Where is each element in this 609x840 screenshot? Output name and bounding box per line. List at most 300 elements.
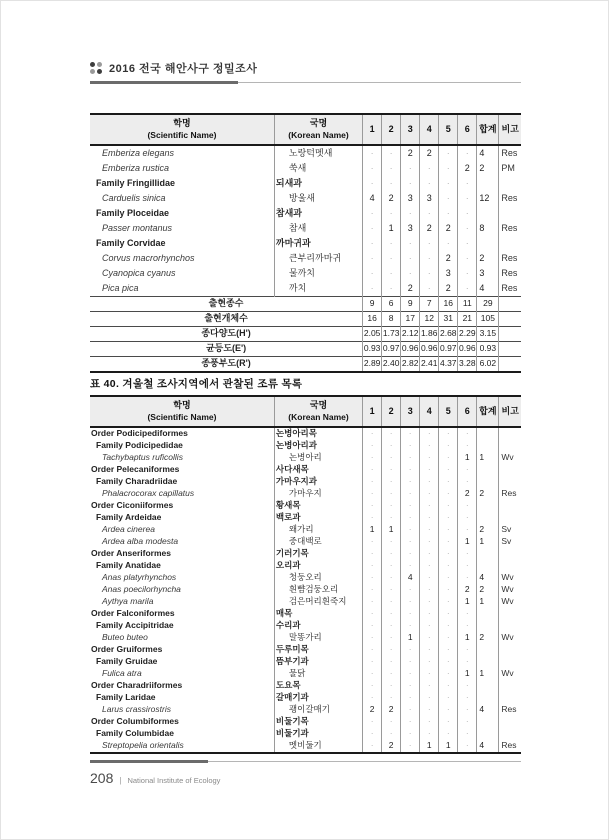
note-cell — [499, 311, 521, 326]
summary-value-cell-6: 11 — [458, 296, 477, 311]
site-3-count-cell: · — [401, 440, 420, 452]
site-2-count-cell: · — [382, 500, 401, 512]
site-6-count-cell: · — [458, 440, 477, 452]
site-6-count-cell: · — [458, 692, 477, 704]
note-cell — [499, 440, 521, 452]
site-1-count-cell: · — [363, 560, 382, 572]
site-5-count-cell: · — [439, 668, 458, 680]
summary-value-cell-1: 0.93 — [363, 341, 382, 356]
total-count-cell — [477, 680, 499, 692]
site-3-count-cell: · — [401, 644, 420, 656]
site-6-count-cell: · — [458, 656, 477, 668]
site-5-count-cell: · — [439, 656, 458, 668]
site-5-count-cell: 2 — [439, 281, 458, 297]
site-2-count-cell: · — [382, 572, 401, 584]
scientific-name-cell: Larus crassirostris — [102, 704, 171, 715]
site-4-count-cell: · — [420, 608, 439, 620]
note-cell — [499, 176, 521, 191]
column-header-site-6: 6 — [458, 114, 477, 145]
total-count-cell: 4 — [477, 740, 499, 753]
total-count-cell: 2 — [477, 632, 499, 644]
site-3-count-cell: 3 — [401, 221, 420, 236]
site-2-count-cell: · — [382, 476, 401, 488]
site-4-count-cell: · — [420, 512, 439, 524]
site-1-count-cell: · — [363, 176, 382, 191]
summary-value-cell-7: 29 — [477, 296, 499, 311]
scientific-name-cell: Family Laridae — [96, 692, 156, 703]
summary-value-cell-1: 9 — [363, 296, 382, 311]
site-5-count-cell: · — [439, 176, 458, 191]
site-1-count-cell: · — [363, 548, 382, 560]
site-1-count-cell: · — [363, 644, 382, 656]
site-4-count-cell: 2 — [420, 221, 439, 236]
bird-table-continued — [90, 113, 521, 373]
scientific-name-cell: Tachybaptus ruficollis — [102, 452, 183, 463]
site-4-count-cell: 3 — [420, 191, 439, 206]
korean-name-cell: 참새 — [274, 221, 362, 236]
species-row — [90, 704, 521, 716]
site-1-count-cell: · — [363, 620, 382, 632]
total-count-cell — [477, 608, 499, 620]
summary-label-cell: 종다양도(H') — [90, 326, 363, 341]
total-count-cell: 4 — [477, 572, 499, 584]
summary-value-cell-5: 2.68 — [439, 326, 458, 341]
site-6-count-cell: 1 — [458, 596, 477, 608]
site-2-count-cell: · — [382, 464, 401, 476]
site-6-count-cell: 1 — [458, 452, 477, 464]
site-3-count-cell: · — [401, 536, 420, 548]
species-row — [90, 668, 521, 680]
total-count-cell — [477, 464, 499, 476]
total-count-cell — [477, 644, 499, 656]
korean-name-cell: 기러기목 — [274, 548, 362, 560]
korean-name-cell: 중대백로 — [274, 536, 362, 548]
site-6-count-cell: 1 — [458, 536, 477, 548]
site-4-count-cell: · — [420, 236, 439, 251]
scientific-name-cell: Order Anseriformes — [91, 548, 171, 559]
species-row — [90, 191, 521, 206]
site-3-count-cell: 1 — [401, 632, 420, 644]
site-3-count-cell: · — [401, 500, 420, 512]
summary-value-cell-7: 3.15 — [477, 326, 499, 341]
scientific-name-cell: Carduelis sinica — [102, 192, 166, 203]
summary-value-cell-7: 105 — [477, 311, 499, 326]
species-row — [90, 584, 521, 596]
site-4-count-cell: · — [420, 281, 439, 297]
species-row — [90, 632, 521, 644]
note-cell: Res — [499, 266, 521, 281]
summary-value-cell-1: 2.05 — [363, 326, 382, 341]
site-4-count-cell: · — [420, 668, 439, 680]
note-cell — [499, 560, 521, 572]
site-6-count-cell: · — [458, 221, 477, 236]
note-cell: Res — [499, 191, 521, 206]
korean-name-cell: 매목 — [274, 608, 362, 620]
summary-value-cell-5: 4.37 — [439, 356, 458, 372]
site-4-count-cell: 1 — [420, 740, 439, 753]
note-cell — [499, 692, 521, 704]
order-row — [90, 427, 521, 440]
site-3-count-cell: · — [401, 620, 420, 632]
site-6-count-cell: · — [458, 560, 477, 572]
site-3-count-cell: · — [401, 716, 420, 728]
column-header-site-1: 1 — [363, 114, 382, 145]
site-1-count-cell: · — [363, 266, 382, 281]
scientific-name-cell: Fulica atra — [102, 668, 142, 679]
scientific-name-cell: Family Charadriidae — [96, 476, 178, 487]
total-count-cell — [477, 560, 499, 572]
summary-value-cell-4: 2.41 — [420, 356, 439, 372]
site-5-count-cell: · — [439, 728, 458, 740]
summary-value-cell-6: 21 — [458, 311, 477, 326]
site-5-count-cell: · — [439, 692, 458, 704]
column-header-site-2: 2 — [382, 396, 401, 427]
korean-name-cell: 쑥새 — [274, 161, 362, 176]
site-1-count-cell: · — [363, 500, 382, 512]
site-6-count-cell: · — [458, 427, 477, 440]
site-5-count-cell: · — [439, 206, 458, 221]
summary-value-cell-4: 7 — [420, 296, 439, 311]
site-4-count-cell: · — [420, 440, 439, 452]
species-row — [90, 281, 521, 297]
korean-name-cell: 두루미목 — [274, 644, 362, 656]
site-6-count-cell: · — [458, 680, 477, 692]
korean-name-cell: 말똥가리 — [274, 632, 362, 644]
site-5-count-cell: · — [439, 464, 458, 476]
site-5-count-cell: · — [439, 500, 458, 512]
note-cell — [499, 644, 521, 656]
site-4-count-cell: · — [420, 427, 439, 440]
note-cell: Wv — [499, 596, 521, 608]
species-row — [90, 145, 521, 161]
summary-value-cell-3: 17 — [401, 311, 420, 326]
scientific-name-cell: Aythya marila — [102, 596, 154, 607]
site-1-count-cell: 1 — [363, 524, 382, 536]
column-header-site-3: 3 — [401, 114, 420, 145]
site-2-count-cell: · — [382, 632, 401, 644]
site-2-count-cell: · — [382, 728, 401, 740]
order-row — [90, 644, 521, 656]
site-6-count-cell: · — [458, 572, 477, 584]
site-6-count-cell: · — [458, 620, 477, 632]
site-5-count-cell: · — [439, 488, 458, 500]
korean-name-cell: 왜가리 — [274, 524, 362, 536]
total-count-cell: 1 — [477, 452, 499, 464]
family-row — [90, 620, 521, 632]
site-6-count-cell: · — [458, 176, 477, 191]
note-cell — [499, 464, 521, 476]
note-cell: Wv — [499, 452, 521, 464]
site-2-count-cell: · — [382, 440, 401, 452]
summary-label-cell: 출현개체수 — [90, 311, 363, 326]
site-1-count-cell: · — [363, 572, 382, 584]
site-6-count-cell: · — [458, 740, 477, 753]
site-2-count-cell: · — [382, 161, 401, 176]
site-3-count-cell: · — [401, 596, 420, 608]
site-1-count-cell: · — [363, 512, 382, 524]
site-3-count-cell: · — [401, 608, 420, 620]
total-count-cell — [477, 206, 499, 221]
site-1-count-cell: · — [363, 668, 382, 680]
note-cell — [499, 500, 521, 512]
site-5-count-cell: · — [439, 572, 458, 584]
site-2-count-cell: · — [382, 560, 401, 572]
site-4-count-cell: · — [420, 680, 439, 692]
note-cell — [499, 716, 521, 728]
note-cell: Sv — [499, 524, 521, 536]
site-4-count-cell: · — [420, 464, 439, 476]
site-5-count-cell: · — [439, 596, 458, 608]
site-2-count-cell: · — [382, 176, 401, 191]
site-3-count-cell: · — [401, 266, 420, 281]
note-cell — [499, 326, 521, 341]
family-row — [90, 656, 521, 668]
total-count-cell — [477, 427, 499, 440]
page-footer — [90, 760, 521, 786]
total-count-cell: 2 — [477, 161, 499, 176]
site-5-count-cell: 1 — [439, 740, 458, 753]
site-6-count-cell: · — [458, 716, 477, 728]
family-row — [90, 206, 521, 221]
korean-name-cell: 오리과 — [274, 560, 362, 572]
total-count-cell — [477, 176, 499, 191]
family-row — [90, 560, 521, 572]
family-row — [90, 476, 521, 488]
total-count-cell — [477, 512, 499, 524]
note-cell — [499, 206, 521, 221]
family-row — [90, 728, 521, 740]
note-cell — [499, 548, 521, 560]
site-1-count-cell: · — [363, 692, 382, 704]
korean-name-cell: 논병아리과 — [274, 440, 362, 452]
summary-value-cell-5: 0.97 — [439, 341, 458, 356]
korean-name-cell: 참새과 — [274, 206, 362, 221]
total-count-cell: 1 — [477, 596, 499, 608]
site-1-count-cell: · — [363, 632, 382, 644]
site-5-count-cell: · — [439, 427, 458, 440]
order-row — [90, 716, 521, 728]
site-3-count-cell: · — [401, 560, 420, 572]
scientific-name-cell: Corvus macrorhynchos — [102, 252, 195, 263]
scientific-name-cell: Order Ciconiiformes — [91, 500, 174, 511]
site-6-count-cell: 2 — [458, 161, 477, 176]
species-row — [90, 452, 521, 464]
site-5-count-cell: · — [439, 512, 458, 524]
column-header-total: 합계 — [477, 114, 499, 145]
site-5-count-cell: · — [439, 632, 458, 644]
site-5-count-cell: · — [439, 680, 458, 692]
site-3-count-cell: · — [401, 728, 420, 740]
family-row — [90, 440, 521, 452]
species-row — [90, 596, 521, 608]
site-2-count-cell: · — [382, 427, 401, 440]
total-count-cell — [477, 728, 499, 740]
site-4-count-cell: · — [420, 161, 439, 176]
site-2-count-cell: · — [382, 512, 401, 524]
table-header-row — [90, 396, 521, 427]
site-5-count-cell: · — [439, 608, 458, 620]
site-5-count-cell: · — [439, 476, 458, 488]
summary-label-cell: 출현종수 — [90, 296, 363, 311]
site-6-count-cell: · — [458, 644, 477, 656]
site-3-count-cell: · — [401, 656, 420, 668]
order-row — [90, 680, 521, 692]
site-6-count-cell: · — [458, 608, 477, 620]
site-3-count-cell: · — [401, 680, 420, 692]
site-1-count-cell: · — [363, 680, 382, 692]
summary-value-cell-6: 3.28 — [458, 356, 477, 372]
order-row — [90, 500, 521, 512]
summary-value-cell-6: 2.29 — [458, 326, 477, 341]
scientific-name-cell: Order Pelecaniformes — [91, 464, 180, 475]
scientific-name-cell: Passer montanus — [102, 222, 173, 233]
site-1-count-cell: · — [363, 476, 382, 488]
site-4-count-cell: · — [420, 476, 439, 488]
korean-name-cell: 수리과 — [274, 620, 362, 632]
summary-value-cell-3: 2.82 — [401, 356, 420, 372]
site-6-count-cell: · — [458, 145, 477, 161]
site-1-count-cell: · — [363, 251, 382, 266]
note-cell — [499, 341, 521, 356]
family-row — [90, 692, 521, 704]
site-2-count-cell: · — [382, 251, 401, 266]
korean-name-cell: 비둘기과 — [274, 728, 362, 740]
site-2-count-cell: · — [382, 281, 401, 297]
total-count-cell — [477, 620, 499, 632]
total-count-cell: 1 — [477, 536, 499, 548]
summary-value-cell-3: 9 — [401, 296, 420, 311]
site-6-count-cell: 1 — [458, 632, 477, 644]
site-1-count-cell: · — [363, 464, 382, 476]
korean-name-cell: 사다새목 — [274, 464, 362, 476]
scientific-name-cell: Pica pica — [102, 282, 139, 293]
total-count-cell: 3 — [477, 266, 499, 281]
scientific-name-cell: Anas poecilorhyncha — [102, 584, 181, 595]
total-count-cell: 2 — [477, 584, 499, 596]
site-6-count-cell: · — [458, 191, 477, 206]
scientific-name-cell: Cyanopica cyanus — [102, 267, 176, 278]
site-6-count-cell: · — [458, 266, 477, 281]
site-6-count-cell: · — [458, 548, 477, 560]
note-cell — [499, 680, 521, 692]
summary-value-cell-5: 16 — [439, 296, 458, 311]
column-header-scientific: 학명 (Scientific Name) — [90, 114, 274, 145]
bird-table-winter — [90, 395, 521, 754]
site-5-count-cell: · — [439, 191, 458, 206]
site-4-count-cell: · — [420, 500, 439, 512]
summary-row — [90, 326, 521, 341]
summary-value-cell-5: 31 — [439, 311, 458, 326]
site-6-count-cell: · — [458, 206, 477, 221]
species-row — [90, 536, 521, 548]
site-3-count-cell: · — [401, 584, 420, 596]
summary-value-cell-2: 0.97 — [382, 341, 401, 356]
site-5-count-cell: 2 — [439, 251, 458, 266]
site-3-count-cell: 2 — [401, 281, 420, 297]
summary-value-cell-2: 8 — [382, 311, 401, 326]
site-3-count-cell: · — [401, 524, 420, 536]
site-3-count-cell: · — [401, 176, 420, 191]
species-row — [90, 251, 521, 266]
site-4-count-cell: · — [420, 716, 439, 728]
footer-separator: | — [119, 776, 122, 785]
site-4-count-cell: · — [420, 704, 439, 716]
korean-name-cell: 가마우지 — [274, 488, 362, 500]
column-header-korean: 국명 (Korean Name) — [274, 396, 362, 427]
site-2-count-cell: · — [382, 452, 401, 464]
korean-name-cell: 큰부리까마귀 — [274, 251, 362, 266]
site-3-count-cell: · — [401, 488, 420, 500]
column-header-site-5: 5 — [439, 114, 458, 145]
site-1-count-cell: · — [363, 440, 382, 452]
korean-name-cell: 황새목 — [274, 500, 362, 512]
site-2-count-cell: 2 — [382, 740, 401, 753]
column-header-scientific: 학명 (Scientific Name) — [90, 396, 274, 427]
note-cell: Res — [499, 740, 521, 753]
scientific-name-cell: Family Columbidae — [96, 728, 174, 739]
note-cell: Wv — [499, 668, 521, 680]
scientific-name-cell: Family Anatidae — [96, 560, 161, 571]
site-5-count-cell: · — [439, 440, 458, 452]
site-6-count-cell: · — [458, 236, 477, 251]
column-header-site-5: 5 — [439, 396, 458, 427]
site-2-count-cell: · — [382, 716, 401, 728]
summary-label-cell: 균등도(E') — [90, 341, 363, 356]
site-6-count-cell: · — [458, 476, 477, 488]
site-3-count-cell: · — [401, 692, 420, 704]
note-cell: Res — [499, 281, 521, 297]
site-4-count-cell: · — [420, 728, 439, 740]
korean-name-cell: 방울새 — [274, 191, 362, 206]
summary-value-cell-1: 16 — [363, 311, 382, 326]
korean-name-cell: 물닭 — [274, 668, 362, 680]
site-3-count-cell: · — [401, 476, 420, 488]
site-2-count-cell: · — [382, 656, 401, 668]
site-4-count-cell: · — [420, 632, 439, 644]
site-5-count-cell: 2 — [439, 221, 458, 236]
site-1-count-cell: · — [363, 427, 382, 440]
site-5-count-cell: · — [439, 704, 458, 716]
note-cell: Res — [499, 145, 521, 161]
site-6-count-cell: 2 — [458, 488, 477, 500]
korean-name-cell: 물까치 — [274, 266, 362, 281]
note-cell — [499, 427, 521, 440]
column-header-site-2: 2 — [382, 114, 401, 145]
site-2-count-cell: · — [382, 584, 401, 596]
site-6-count-cell: · — [458, 464, 477, 476]
site-2-count-cell: 1 — [382, 221, 401, 236]
site-2-count-cell: · — [382, 644, 401, 656]
family-row — [90, 512, 521, 524]
total-count-cell — [477, 440, 499, 452]
page-number: 208 — [90, 770, 114, 786]
summary-value-cell-1: 2.89 — [363, 356, 382, 372]
note-cell: Res — [499, 251, 521, 266]
site-4-count-cell: · — [420, 452, 439, 464]
summary-row — [90, 296, 521, 311]
scientific-name-cell: Family Podicipedidae — [96, 440, 183, 451]
column-header-note: 비고 — [499, 114, 521, 145]
site-4-count-cell: 2 — [420, 145, 439, 161]
summary-value-cell-6: 0.96 — [458, 341, 477, 356]
species-row — [90, 488, 521, 500]
site-3-count-cell: · — [401, 427, 420, 440]
note-cell: Res — [499, 704, 521, 716]
scientific-name-cell: Family Fringillidae — [96, 177, 176, 188]
site-1-count-cell: 2 — [363, 704, 382, 716]
site-6-count-cell: · — [458, 728, 477, 740]
korean-name-cell: 도요목 — [274, 680, 362, 692]
